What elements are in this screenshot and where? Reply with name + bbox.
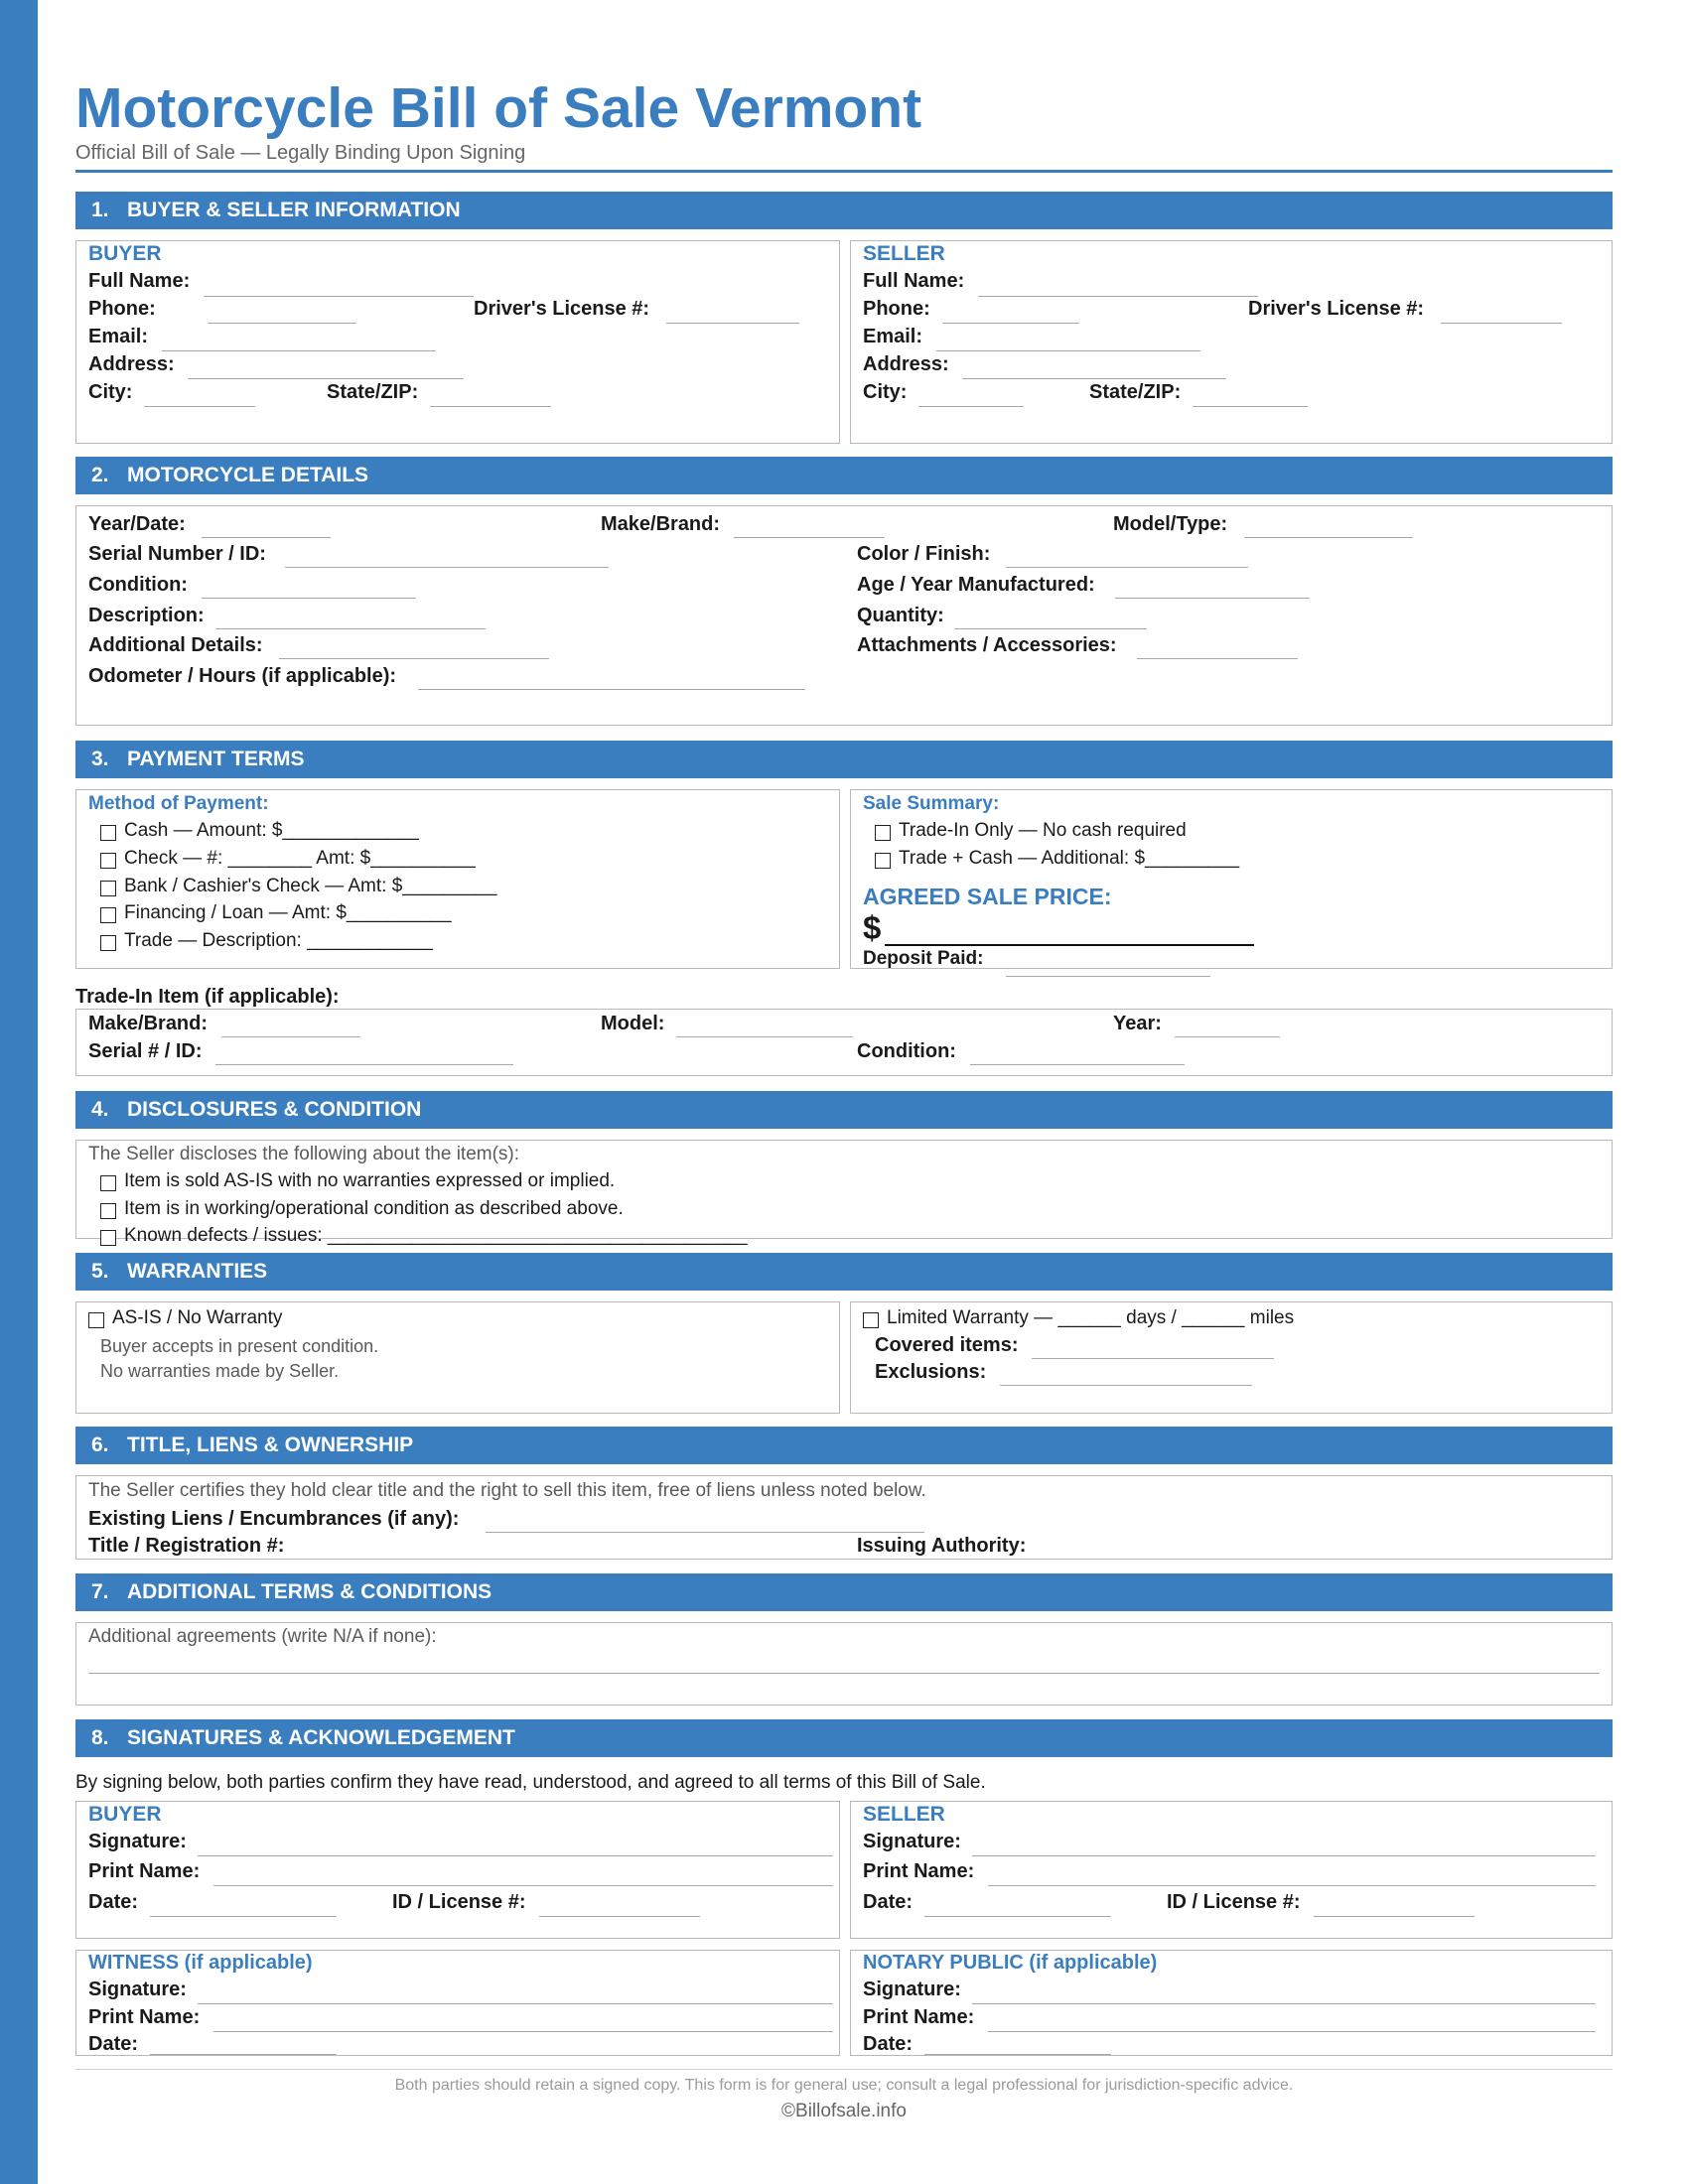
seller-date-field[interactable]	[924, 1916, 1111, 1917]
financing-option: Financing / Loan — Amt: $__________	[124, 902, 452, 923]
color-label: Color / Finish:	[857, 543, 991, 565]
buyer-signature-field[interactable]	[198, 1855, 833, 1856]
section-header-signatures: 8. SIGNATURES & ACKNOWLEDGEMENT	[75, 1719, 1613, 1757]
footer-divider	[75, 2069, 1613, 2070]
witness-signature-field[interactable]	[198, 2003, 833, 2004]
cash-option: Cash — Amount: $_____________	[124, 820, 419, 841]
buyer-print-name-label: Print Name:	[88, 1860, 201, 1882]
seller-state-zip-field[interactable]	[1193, 406, 1308, 407]
buyer-email-field[interactable]	[162, 350, 436, 351]
buyer-signature-label: Signature:	[88, 1831, 187, 1852]
witness-print-name-field[interactable]	[213, 2031, 833, 2032]
covered-items-label: Covered items:	[875, 1334, 1019, 1356]
buyer-heading: BUYER	[88, 242, 162, 265]
color-field[interactable]	[1006, 567, 1248, 568]
seller-email-field[interactable]	[936, 350, 1200, 351]
buyer-full-name-label: Full Name:	[88, 270, 191, 292]
signatures-intro: By signing below, both parties confirm they have read, understood, and agreed to all terms of this Bill of Sale.	[75, 1772, 986, 1793]
model-field[interactable]	[1244, 537, 1413, 538]
seller-signature-box	[850, 1801, 1613, 1939]
quantity-field[interactable]	[954, 628, 1147, 629]
known-defects-disclosure: Known defects / issues: ________________________________________	[124, 1225, 748, 1246]
seller-city-field[interactable]	[918, 406, 1024, 407]
trade-in-box	[75, 1009, 1613, 1076]
footer-note: Both parties should retain a signed copy. This form is for general use; consult a legal professional for jurisdiction-specific advice.	[394, 2077, 1294, 2094]
sale-price-dollar-sign: $	[863, 909, 882, 946]
buyer-id-license-label: ID / License #:	[392, 1891, 526, 1913]
known-defects-checkbox[interactable]	[100, 1230, 116, 1246]
seller-signature-label: Signature:	[863, 1831, 961, 1852]
bank-check-checkbox[interactable]	[100, 881, 116, 896]
buyer-date-label: Date:	[88, 1891, 139, 1913]
seller-signature-field[interactable]	[972, 1855, 1596, 1856]
notary-date-label: Date:	[863, 2033, 914, 2055]
seller-address-label: Address:	[863, 353, 949, 375]
witness-date-label: Date:	[88, 2033, 139, 2055]
seller-full-name-field[interactable]	[978, 296, 1258, 297]
attachments-field[interactable]	[1137, 658, 1298, 659]
existing-liens-field[interactable]	[486, 1532, 924, 1533]
section-header-disclosures: 4. DISCLOSURES & CONDITION	[75, 1091, 1613, 1129]
trade-in-condition-field[interactable]	[970, 1064, 1185, 1065]
trade-in-condition-label: Condition:	[857, 1040, 956, 1062]
buyer-id-license-field[interactable]	[539, 1916, 700, 1917]
section-header-additional-terms: 7. ADDITIONAL TERMS & CONDITIONS	[75, 1573, 1613, 1611]
buyer-city-field[interactable]	[144, 406, 255, 407]
notary-heading: NOTARY PUBLIC (if applicable)	[863, 1952, 1158, 1974]
as-is-note-2: No warranties made by Seller.	[100, 1361, 340, 1381]
check-option: Check — #: ________ Amt: $__________	[124, 848, 476, 869]
witness-box	[75, 1950, 840, 2056]
buyer-city-label: City:	[88, 381, 133, 403]
title-certification-text: The Seller certifies they hold clear title and the right to sell this item, free of liens unless noted below.	[88, 1480, 926, 1501]
section-header-buyer-seller: 1. BUYER & SELLER INFORMATION	[75, 192, 1613, 229]
as-is-warranty-box	[75, 1301, 840, 1414]
issuing-authority-label: Issuing Authority:	[857, 1535, 1027, 1557]
seller-id-license-label: ID / License #:	[1167, 1891, 1301, 1913]
limited-warranty-checkbox[interactable]	[863, 1312, 879, 1328]
buyer-print-name-field[interactable]	[213, 1885, 833, 1886]
as-is-note-1: Buyer accepts in present condition.	[100, 1336, 379, 1356]
agreed-sale-price-label: AGREED SALE PRICE:	[863, 884, 1112, 909]
seller-phone-label: Phone:	[863, 298, 930, 320]
buyer-signature-box	[75, 1801, 840, 1939]
odometer-label: Odometer / Hours (if applicable):	[88, 665, 397, 687]
exclusions-label: Exclusions:	[875, 1361, 987, 1383]
seller-info-box	[850, 240, 1613, 444]
age-field[interactable]	[1115, 598, 1310, 599]
additional-details-label: Additional Details:	[88, 634, 263, 656]
working-condition-disclosure: Item is in working/operational condition as described above.	[124, 1198, 624, 1219]
title-registration-label: Title / Registration #:	[88, 1535, 285, 1557]
make-field[interactable]	[734, 537, 885, 538]
buyer-address-field[interactable]	[188, 378, 464, 379]
trade-in-model-field[interactable]	[676, 1036, 853, 1037]
serial-label: Serial Number / ID:	[88, 543, 266, 565]
trade-plus-cash-option: Trade + Cash — Additional: $_________	[899, 848, 1240, 869]
existing-liens-label: Existing Liens / Encumbrances (if any):	[88, 1508, 460, 1530]
model-label: Model/Type:	[1113, 513, 1228, 535]
check-checkbox[interactable]	[100, 853, 116, 869]
buyer-date-field[interactable]	[150, 1916, 337, 1917]
buyer-email-label: Email:	[88, 326, 149, 347]
condition-label: Condition:	[88, 574, 188, 596]
buyer-license-field[interactable]	[666, 323, 799, 324]
additional-details-field[interactable]	[279, 658, 549, 659]
attachments-label: Attachments / Accessories:	[857, 634, 1117, 656]
seller-print-name-field[interactable]	[988, 1885, 1596, 1886]
trade-in-only-checkbox[interactable]	[875, 825, 891, 841]
seller-id-license-field[interactable]	[1314, 1916, 1475, 1917]
motorcycle-details-box	[75, 505, 1613, 726]
witness-signature-label: Signature:	[88, 1979, 187, 2000]
buyer-state-zip-field[interactable]	[430, 406, 551, 407]
buyer-state-zip-label: State/ZIP:	[327, 381, 419, 403]
sale-summary-heading: Sale Summary:	[863, 793, 1000, 814]
title-rule	[75, 170, 1613, 173]
trade-plus-cash-checkbox[interactable]	[875, 853, 891, 869]
payment-method-heading: Method of Payment:	[88, 793, 269, 814]
section-header-payment-terms: 3. PAYMENT TERMS	[75, 741, 1613, 778]
side-accent-stripe	[0, 0, 38, 2184]
section-header-motorcycle-details: 2. MOTORCYCLE DETAILS	[75, 457, 1613, 494]
description-field[interactable]	[215, 628, 486, 629]
trade-in-make-field[interactable]	[221, 1036, 360, 1037]
as-is-disclosure: Item is sold AS-IS with no warranties expressed or implied.	[124, 1170, 616, 1191]
agreed-sale-price-field[interactable]	[885, 944, 1254, 946]
section-header-warranties: 5. WARRANTIES	[75, 1253, 1613, 1291]
working-condition-checkbox[interactable]	[100, 1203, 116, 1219]
limited-warranty-box	[850, 1301, 1613, 1414]
exclusions-field[interactable]	[1000, 1385, 1252, 1386]
seller-signature-heading: SELLER	[863, 1803, 945, 1826]
limited-warranty-option: Limited Warranty — ______ days / ______ miles	[887, 1307, 1295, 1328]
buyer-phone-label: Phone:	[88, 298, 156, 320]
page-subtitle: Official Bill of Sale — Legally Binding Upon Signing	[75, 142, 526, 164]
additional-terms-prompt: Additional agreements (write N/A if none):	[88, 1626, 437, 1647]
financing-checkbox[interactable]	[100, 907, 116, 923]
seller-state-zip-label: State/ZIP:	[1089, 381, 1182, 403]
trade-in-year-label: Year:	[1113, 1013, 1162, 1034]
sale-summary-box	[850, 789, 1613, 969]
title-liens-box	[75, 1475, 1613, 1560]
seller-full-name-label: Full Name:	[863, 270, 965, 292]
witness-heading: WITNESS (if applicable)	[88, 1952, 313, 1974]
section-header-title-liens: 6. TITLE, LIENS & OWNERSHIP	[75, 1427, 1613, 1464]
notary-date-field[interactable]	[924, 2054, 1111, 2055]
seller-phone-field[interactable]	[942, 323, 1079, 324]
seller-city-label: City:	[863, 381, 908, 403]
covered-items-field[interactable]	[1032, 1358, 1274, 1359]
witness-print-name-label: Print Name:	[88, 2006, 201, 2028]
trade-in-make-label: Make/Brand:	[88, 1013, 209, 1034]
condition-field[interactable]	[202, 598, 416, 599]
additional-terms-box	[75, 1622, 1613, 1706]
seller-address-field[interactable]	[962, 378, 1226, 379]
trade-in-model-label: Model:	[601, 1013, 665, 1034]
notary-box	[850, 1950, 1613, 2056]
deposit-label: Deposit Paid:	[863, 948, 984, 969]
description-label: Description:	[88, 605, 205, 626]
quantity-label: Quantity:	[857, 605, 944, 626]
notary-signature-field[interactable]	[972, 2003, 1596, 2004]
cash-checkbox[interactable]	[100, 825, 116, 841]
trade-in-only-option: Trade-In Only — No cash required	[899, 820, 1187, 841]
age-label: Age / Year Manufactured:	[857, 574, 1095, 596]
seller-email-label: Email:	[863, 326, 923, 347]
seller-heading: SELLER	[863, 242, 945, 265]
notary-print-name-label: Print Name:	[863, 2006, 975, 2028]
footer-copyright: ©Billofsale.info	[781, 2101, 907, 2121]
odometer-field[interactable]	[418, 689, 805, 690]
year-field[interactable]	[202, 537, 331, 538]
witness-date-field[interactable]	[150, 2054, 337, 2055]
trade-in-serial-field[interactable]	[215, 1064, 513, 1065]
serial-field[interactable]	[285, 567, 609, 568]
buyer-full-name-field[interactable]	[204, 296, 474, 297]
page-title: Motorcycle Bill of Sale Vermont	[75, 76, 922, 140]
buyer-phone-field[interactable]	[208, 323, 356, 324]
as-is-warranty-checkbox[interactable]	[88, 1312, 104, 1328]
disclosures-box	[75, 1140, 1613, 1246]
seller-license-field[interactable]	[1441, 323, 1562, 324]
deposit-field[interactable]	[1006, 976, 1210, 977]
make-label: Make/Brand:	[601, 513, 721, 535]
payment-method-box	[75, 789, 840, 969]
notary-print-name-field[interactable]	[988, 2031, 1596, 2032]
additional-terms-field[interactable]	[88, 1673, 1600, 1674]
as-is-warranty-option: AS-IS / No Warranty	[112, 1307, 283, 1328]
trade-in-serial-label: Serial # / ID:	[88, 1040, 203, 1062]
seller-print-name-label: Print Name:	[863, 1860, 975, 1882]
bank-check-option: Bank / Cashier's Check — Amt: $_________	[124, 876, 497, 896]
year-label: Year/Date:	[88, 513, 186, 535]
as-is-disclosure-checkbox[interactable]	[100, 1175, 116, 1191]
buyer-info-box	[75, 240, 840, 444]
seller-date-label: Date:	[863, 1891, 914, 1913]
buyer-address-label: Address:	[88, 353, 175, 375]
trade-in-year-field[interactable]	[1175, 1036, 1280, 1037]
buyer-license-label: Driver's License #:	[474, 298, 650, 320]
trade-in-heading: Trade-In Item (if applicable):	[75, 986, 340, 1008]
buyer-signature-heading: BUYER	[88, 1803, 162, 1826]
notary-signature-label: Signature:	[863, 1979, 961, 2000]
trade-option: Trade — Description: ____________	[124, 930, 433, 951]
disclosures-intro: The Seller discloses the following about the item(s):	[88, 1144, 520, 1164]
trade-checkbox[interactable]	[100, 935, 116, 951]
seller-license-label: Driver's License #:	[1248, 298, 1425, 320]
